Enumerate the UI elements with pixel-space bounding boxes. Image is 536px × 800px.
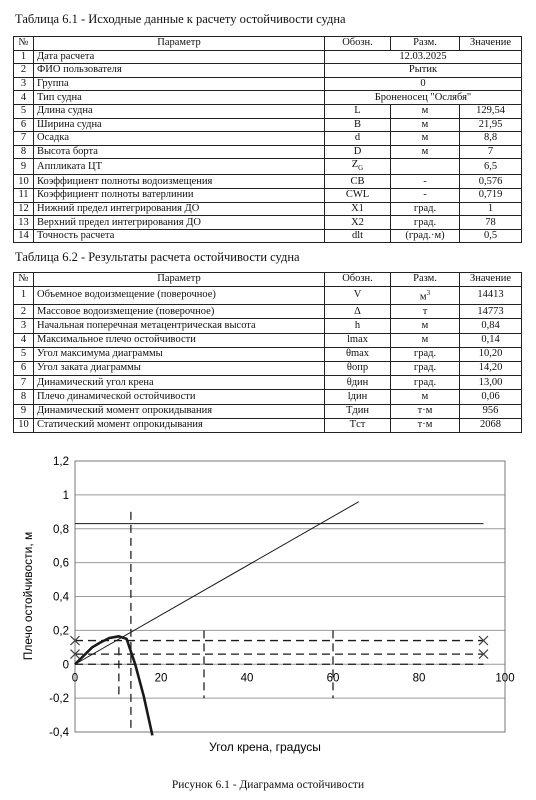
parameter-name: Длина судна (34, 104, 325, 118)
symbol: $Z_G$ (325, 159, 391, 175)
unit: м (391, 145, 460, 159)
parameter-name: Массовое водоизмещение (поверочное) (34, 305, 325, 319)
value: 129,54 (460, 104, 522, 118)
table-row (14, 305, 522, 319)
table-row (14, 64, 522, 78)
table-row (14, 118, 522, 132)
unit: - (391, 189, 460, 203)
unit: м (391, 118, 460, 132)
symbol: X1 (325, 202, 391, 216)
table2-caption: Таблица 6.2 - Результаты расчета остойчивости судна (15, 250, 300, 264)
unit-superscript: 3 (426, 289, 431, 298)
table-row (14, 132, 522, 146)
symbol-subscript: G (358, 164, 364, 173)
parameter-name: Аппликата ЦТ (34, 159, 325, 175)
row-number: 4 (14, 333, 34, 347)
input-data-table (13, 36, 522, 243)
table-row (14, 91, 522, 105)
column-header: Значение (460, 37, 522, 51)
row-number: 4 (14, 91, 34, 105)
figure-caption: Рисунок 6.1 - Диаграмма остойчивости (171, 779, 365, 791)
merged-value: Броненосец "Ослябя" (325, 91, 522, 105)
parameter-name: Дата расчета (34, 50, 325, 64)
table-row (14, 229, 522, 243)
y-tick-label: 1,2 (53, 456, 69, 468)
value: 1 (460, 202, 522, 216)
unit: град. (391, 362, 460, 376)
value: 0,576 (460, 175, 522, 189)
symbol: lmax (325, 333, 391, 347)
y-tick-label: -0,2 (49, 693, 69, 706)
table-row (14, 159, 522, 175)
unit: т (391, 305, 460, 319)
value: 14,20 (460, 362, 522, 376)
y-tick-label: -0,4 (49, 727, 69, 739)
table-row (14, 216, 522, 230)
value: 10,20 (460, 347, 522, 361)
unit: м (391, 390, 460, 404)
row-number: 9 (14, 404, 34, 418)
value: 6,5 (460, 159, 522, 175)
unit: (град.·м) (391, 229, 460, 243)
value: 956 (460, 404, 522, 418)
table-row (14, 175, 522, 189)
parameter-name: Статический момент опрокидывания (34, 418, 325, 432)
unit: град. (391, 376, 460, 390)
column-header: Обозн. (325, 273, 391, 287)
table-row (14, 404, 522, 418)
table-row (14, 418, 522, 432)
symbol: B (325, 118, 391, 132)
row-number: 6 (14, 118, 34, 132)
table-row (14, 347, 522, 361)
row-number: 8 (14, 390, 34, 404)
parameter-name: Динамический угол крена (34, 376, 325, 390)
series-line-static-stability (75, 636, 152, 735)
merged-value: 12.03.2025 (325, 50, 522, 64)
unit: - (391, 175, 460, 189)
value: 0,84 (460, 319, 522, 333)
symbol: θопр (325, 362, 391, 376)
column-header: Значение (460, 273, 522, 287)
symbol: Δ (325, 305, 391, 319)
parameter-name: Тип судна (34, 91, 325, 105)
parameter-name: Верхний предел интегрирования ДО (34, 216, 325, 230)
table-row (14, 50, 522, 64)
value: 0,719 (460, 189, 522, 203)
row-number: 2 (14, 305, 34, 319)
value: 13,00 (460, 376, 522, 390)
parameter-name: Группа (34, 77, 325, 91)
value: 0,5 (460, 229, 522, 243)
parameter-name: Точность расчета (34, 229, 325, 243)
parameter-name: Угол заката диаграммы (34, 362, 325, 376)
row-number: 7 (14, 376, 34, 390)
unit: м (391, 333, 460, 347)
unit: т·м (391, 418, 460, 432)
symbol: CB (325, 175, 391, 189)
unit: м (391, 132, 460, 146)
table-row (14, 202, 522, 216)
value: 21,95 (460, 118, 522, 132)
table-row (14, 333, 522, 347)
column-header: № (14, 37, 34, 51)
row-number: 10 (14, 175, 34, 189)
symbol: L (325, 104, 391, 118)
x-tick-label: 40 (240, 672, 254, 685)
unit: град. (391, 216, 460, 230)
table-row (14, 104, 522, 118)
row-number: 6 (14, 362, 34, 376)
unit: $м^3$ (391, 287, 460, 305)
x-tick-label: 80 (412, 672, 426, 685)
unit (391, 159, 460, 175)
column-header: Обозн. (325, 37, 391, 51)
unit: град. (391, 347, 460, 361)
y-axis-label: Плечо остойчивости, м (21, 531, 35, 661)
unit: м (391, 319, 460, 333)
y-tick-label: 0 (62, 659, 69, 672)
row-number: 1 (14, 287, 34, 305)
symbol: Tст (325, 418, 391, 432)
parameter-name: Высота борта (34, 145, 325, 159)
x-tick-label: 60 (326, 672, 340, 685)
table-row (14, 376, 522, 390)
column-header: Параметр (34, 37, 325, 51)
row-number: 7 (14, 132, 34, 146)
symbol: θдин (325, 376, 391, 390)
y-tick-label: 0,4 (53, 591, 69, 604)
value: 8,8 (460, 132, 522, 146)
row-number: 3 (14, 319, 34, 333)
x-axis-label: Угол крена, градусы (209, 740, 321, 754)
symbol: d (325, 132, 391, 146)
column-header: Параметр (34, 273, 325, 287)
column-header: Разм. (391, 37, 460, 51)
table-row (14, 287, 522, 305)
x-tick-label: 0 (71, 672, 79, 685)
table-header-row (14, 37, 522, 51)
parameter-name: Ширина судна (34, 118, 325, 132)
y-tick-label: 0,2 (53, 625, 69, 638)
symbol: dlt (325, 229, 391, 243)
y-tick-label: 0,6 (53, 557, 69, 570)
value: 14413 (460, 287, 522, 305)
row-number: 10 (14, 418, 34, 432)
parameter-name: Коэффициент полноты водоизмещения (34, 175, 325, 189)
unit: т·м (391, 404, 460, 418)
parameter-name: Осадка (34, 132, 325, 146)
symbol: V (325, 287, 391, 305)
table-row (14, 362, 522, 376)
symbol: lдин (325, 390, 391, 404)
value: 7 (460, 145, 522, 159)
row-number: 13 (14, 216, 34, 230)
merged-value: Рытик (325, 64, 522, 78)
symbol: D (325, 145, 391, 159)
unit: град. (391, 202, 460, 216)
row-number: 9 (14, 159, 34, 175)
row-number: 5 (14, 347, 34, 361)
table-header-row (14, 273, 522, 287)
value: 0,06 (460, 390, 522, 404)
series-line-initial-slope-line (75, 502, 359, 665)
row-number: 14 (14, 229, 34, 243)
parameter-name: Коэффициент полноты ватерлинии (34, 189, 325, 203)
table1-caption: Таблица 6.1 - Исходные данные к расчету остойчивости судна (15, 12, 346, 26)
x-tick-label: 20 (154, 672, 168, 685)
parameter-name: Динамический момент опрокидывания (34, 404, 325, 418)
symbol: X2 (325, 216, 391, 230)
parameter-name: Нижний предел интегрирования ДО (34, 202, 325, 216)
parameter-name: Начальная поперечная метацентрическая высота (34, 319, 325, 333)
column-header: № (14, 273, 34, 287)
unit: м (391, 104, 460, 118)
table-row (14, 390, 522, 404)
parameter-name: Угол максимума диаграммы (34, 347, 325, 361)
merged-value: 0 (325, 77, 522, 91)
table-row (14, 189, 522, 203)
parameter-name: Максимальное плечо остойчивости (34, 333, 325, 347)
symbol: h (325, 319, 391, 333)
row-number: 2 (14, 64, 34, 78)
x-tick-label: 100 (495, 672, 515, 685)
table-row (14, 319, 522, 333)
row-number: 1 (14, 50, 34, 64)
symbol: θmax (325, 347, 391, 361)
stability-diagram (0, 448, 536, 770)
parameter-name: Объемное водоизмещение (поверочное) (34, 287, 325, 305)
table-row (14, 77, 522, 91)
results-table (13, 272, 522, 433)
value: 78 (460, 216, 522, 230)
y-tick-label: 1 (62, 489, 69, 502)
value: 14773 (460, 305, 522, 319)
row-number: 5 (14, 104, 34, 118)
row-number: 3 (14, 77, 34, 91)
column-header: Разм. (391, 273, 460, 287)
symbol: Tдин (325, 404, 391, 418)
y-tick-label: 0,8 (53, 523, 69, 536)
value: 0,14 (460, 333, 522, 347)
row-number: 11 (14, 189, 34, 203)
row-number: 12 (14, 202, 34, 216)
value: 2068 (460, 418, 522, 432)
parameter-name: ФИО пользователя (34, 64, 325, 78)
row-number: 8 (14, 145, 34, 159)
table-row (14, 145, 522, 159)
parameter-name: Плечо динамической остойчивости (34, 390, 325, 404)
symbol: CWL (325, 189, 391, 203)
